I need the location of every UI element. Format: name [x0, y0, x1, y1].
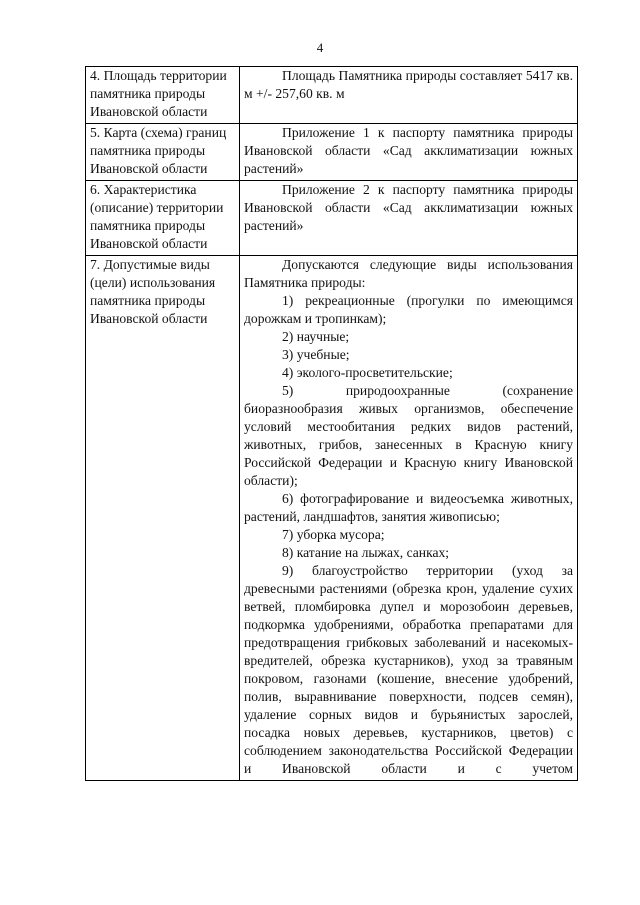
row-value-text: Площадь Памятника природы составляет 5417 кв. м +/- 257,60 кв. м: [244, 68, 573, 101]
list-item: 2) научные;: [282, 329, 350, 344]
table-row: [86, 124, 578, 181]
row-value: [240, 67, 578, 124]
row-value: [240, 181, 578, 256]
row-value-text: Приложение 2 к паспорту памятника природы Ивановской области «Сад акклиматизации южных растений»: [244, 182, 573, 233]
passport-table: [85, 66, 578, 781]
list-item: 5) природоохранные (сохранение биоразнообразия живых организмов, обеспечение условий местообитания редких видов растений, животных, грибов, занесенных в Красную книгу Российской Федерации и Красную книгу Ивановской области);: [244, 383, 573, 488]
row-label: 5. Карта (схема) границ памятника природы Ивановской области: [86, 124, 240, 181]
row-value: [240, 256, 578, 781]
list-item: 4) эколого-просветительские;: [282, 365, 453, 380]
list-item: 7) уборка мусора;: [282, 527, 385, 542]
row-label: 4. Площадь территории памятника природы Ивановской области: [86, 67, 240, 124]
table-row: [86, 181, 578, 256]
list-item: 1) рекреационные (прогулки по имеющимся дорожкам и тропинкам);: [244, 293, 573, 326]
list-item: 3) учебные;: [282, 347, 350, 362]
page-number: 4: [316, 40, 324, 55]
list-item: 8) катание на лыжах, санках;: [282, 545, 450, 560]
table-row: [86, 256, 578, 781]
usage-intro: Допускаются следующие виды использования Памятника природы:: [244, 257, 573, 290]
row-label: 6. Характеристика (описание) территории памятника природы Ивановской области: [86, 181, 240, 256]
list-item: 6) фотографирование и видеосъемка животных, растений, ландшафтов, занятия живописью;: [244, 491, 573, 524]
list-item: 9) благоустройство территории (уход за древесными растениями (обрезка крон, удаление сухих ветвей, пломбировка дупел и морозобоин деревьев, подкормка удобрениями, обработка препаратами для предотвращения грибковых заболеваний и насекомых-вредителей, обрезка кустарников), уход за травяным покровом, газонами (кошение, внесение удобрений, полив, выравнивание поверхности, подсев семян), удаление сорных видов и бурьянистых зарослей, посадка новых деревьев, кустарников, цветов) с соблюдением законодательства Российской Федерации и Ивановской области и с учетом: [244, 563, 573, 776]
row-value: [240, 124, 578, 181]
row-value-text: Приложение 1 к паспорту памятника природы Ивановской области «Сад акклиматизации южных растений»: [244, 125, 573, 176]
table-row: [86, 67, 578, 124]
row-label: 7. Допустимые виды (цели) использования памятника природы Ивановской области: [86, 256, 240, 781]
usage-list: [244, 292, 573, 778]
